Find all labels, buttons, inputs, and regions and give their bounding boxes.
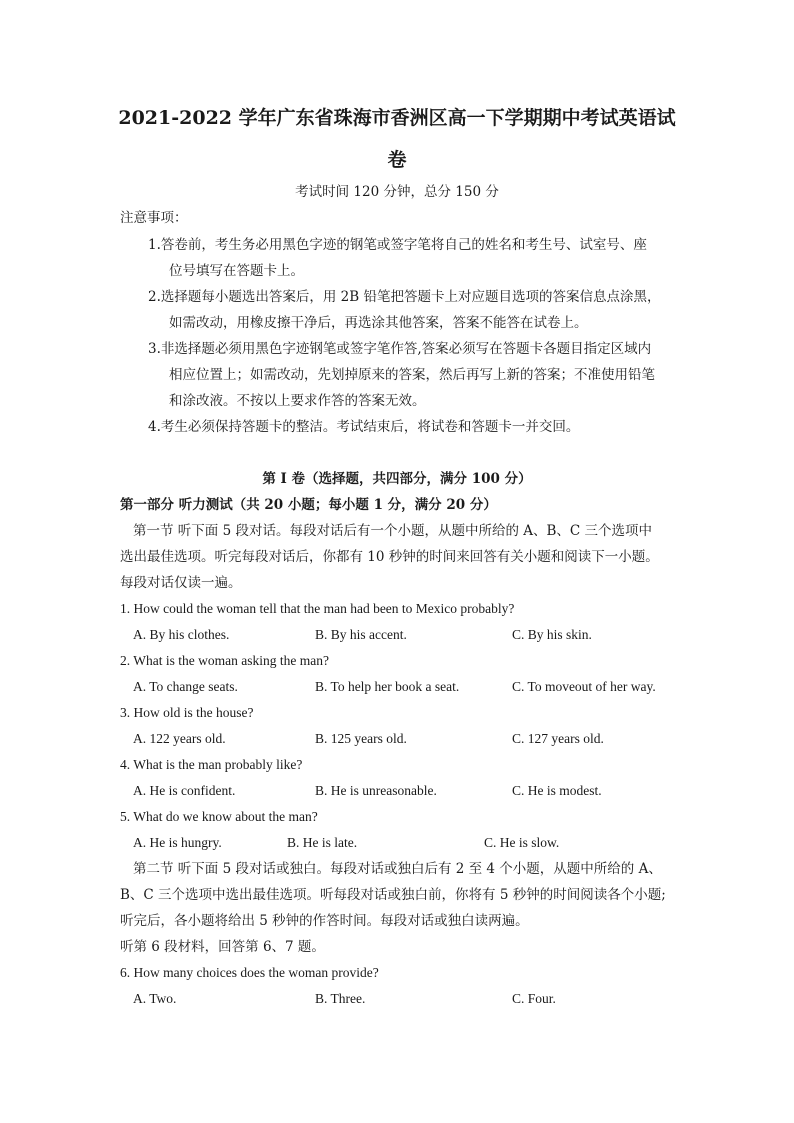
section2-intro-line: 听完后，各小题将给出 5 秒钟的作答时间。每段对话或独白读两遍。 <box>120 913 529 929</box>
section2-intro-line: B、C 三个选项中选出最佳选项。听每段对话或独白前，你将有 5 秒钟的时间阅读各个小题; <box>120 887 666 903</box>
question-stem: 1. How could the woman tell that the man had been to Mexico probably? <box>120 601 515 616</box>
section2-intro-line: 第二节 听下面 5 段对话或独白。每段对话或独白后有 2 至 4 个小题，从题中所给的 A、 <box>133 861 662 877</box>
notice-line: 如需改动，用橡皮擦干净后，再选涂其他答案，答案不能答在试卷上。 <box>169 315 588 331</box>
section1-intro-line: 第一节 听下面 5 段对话。每段对话后有一个小题，从题中所给的 A、B、C 三个选项中 <box>133 523 653 539</box>
notice-heading: 注意事项： <box>120 210 188 226</box>
notice-line: 和涂改液。不按以上要求作答的答案无效。 <box>169 393 426 409</box>
option-c: C. He is modest. <box>512 783 602 798</box>
notice-line: 3.非选择题必须用黑色字迹钢笔或签字笔作答,答案必须写在答题卡各题目指定区域内 <box>148 341 652 357</box>
option-c: C. 127 years old. <box>512 731 604 746</box>
option-b: B. He is late. <box>287 835 358 850</box>
question-stem: 5. What do we know about the man? <box>120 809 318 824</box>
notice-line: 1.答卷前，考生务必用黑色字迹的钢笔或签字笔将自己的姓名和考生号、试室号、座 <box>148 237 647 253</box>
notice-line: 4.考生必须保持答题卡的整洁。考试结束后，将试卷和答题卡一并交回。 <box>148 419 580 435</box>
section1-intro-line: 选出最佳选项。听完每段对话后，你都有 10 秒钟的时间来回答有关小题和阅读下一小题。 <box>120 549 659 565</box>
notice-line: 相应位置上；如需改动，先划掉原来的答案，然后再写上新的答案；不准使用铅笔 <box>169 367 655 383</box>
option-a: A. He is confident. <box>133 783 236 798</box>
option-c: C. By his skin. <box>512 627 592 642</box>
question-stem: 3. How old is the house? <box>120 705 254 720</box>
option-c: C. To moveout of her way. <box>512 679 656 694</box>
question-stem: 6. How many choices does the woman provide? <box>120 965 379 980</box>
section1-intro-line: 每段对话仅读一遍。 <box>120 575 242 591</box>
part1-heading: 第一部分 听力测试（共 20 小题；每小题 1 分，满分 20 分） <box>120 497 497 513</box>
option-a: A. Two. <box>133 991 177 1006</box>
exam-title-line1: 2021-2022 学年广东省珠海市香洲区高一下学期期中考试英语试 <box>118 107 676 129</box>
option-b: B. Three. <box>315 991 366 1006</box>
material-6-instruction: 听第 6 段材料，回答第 6、7 题。 <box>120 939 325 955</box>
question-stem: 4. What is the man probably like? <box>120 757 303 772</box>
exam-info: 考试时间 120 分钟，总分 150 分 <box>295 184 499 200</box>
option-a: A. He is hungry. <box>133 835 222 850</box>
option-a: A. By his clothes. <box>133 627 230 642</box>
option-b: B. 125 years old. <box>315 731 407 746</box>
option-b: B. To help her book a seat. <box>315 679 460 694</box>
question-stem: 2. What is the woman asking the man? <box>120 653 329 668</box>
option-b: B. He is unreasonable. <box>315 783 437 798</box>
exam-title-line2: 卷 <box>387 149 407 171</box>
notice-line: 位号填写在答题卡上。 <box>169 263 304 279</box>
option-a: A. To change seats. <box>133 679 238 694</box>
option-c: C. He is slow. <box>484 835 560 850</box>
option-b: B. By his accent. <box>315 627 407 642</box>
notice-line: 2.选择题每小题选出答案后，用 2B 铅笔把答题卡上对应题目选项的答案信息点涂黑， <box>148 289 661 305</box>
option-a: A. 122 years old. <box>133 731 226 746</box>
option-c: C. Four. <box>512 991 556 1006</box>
volume-heading: 第 I 卷（选择题，共四部分，满分 100 分） <box>262 471 532 487</box>
